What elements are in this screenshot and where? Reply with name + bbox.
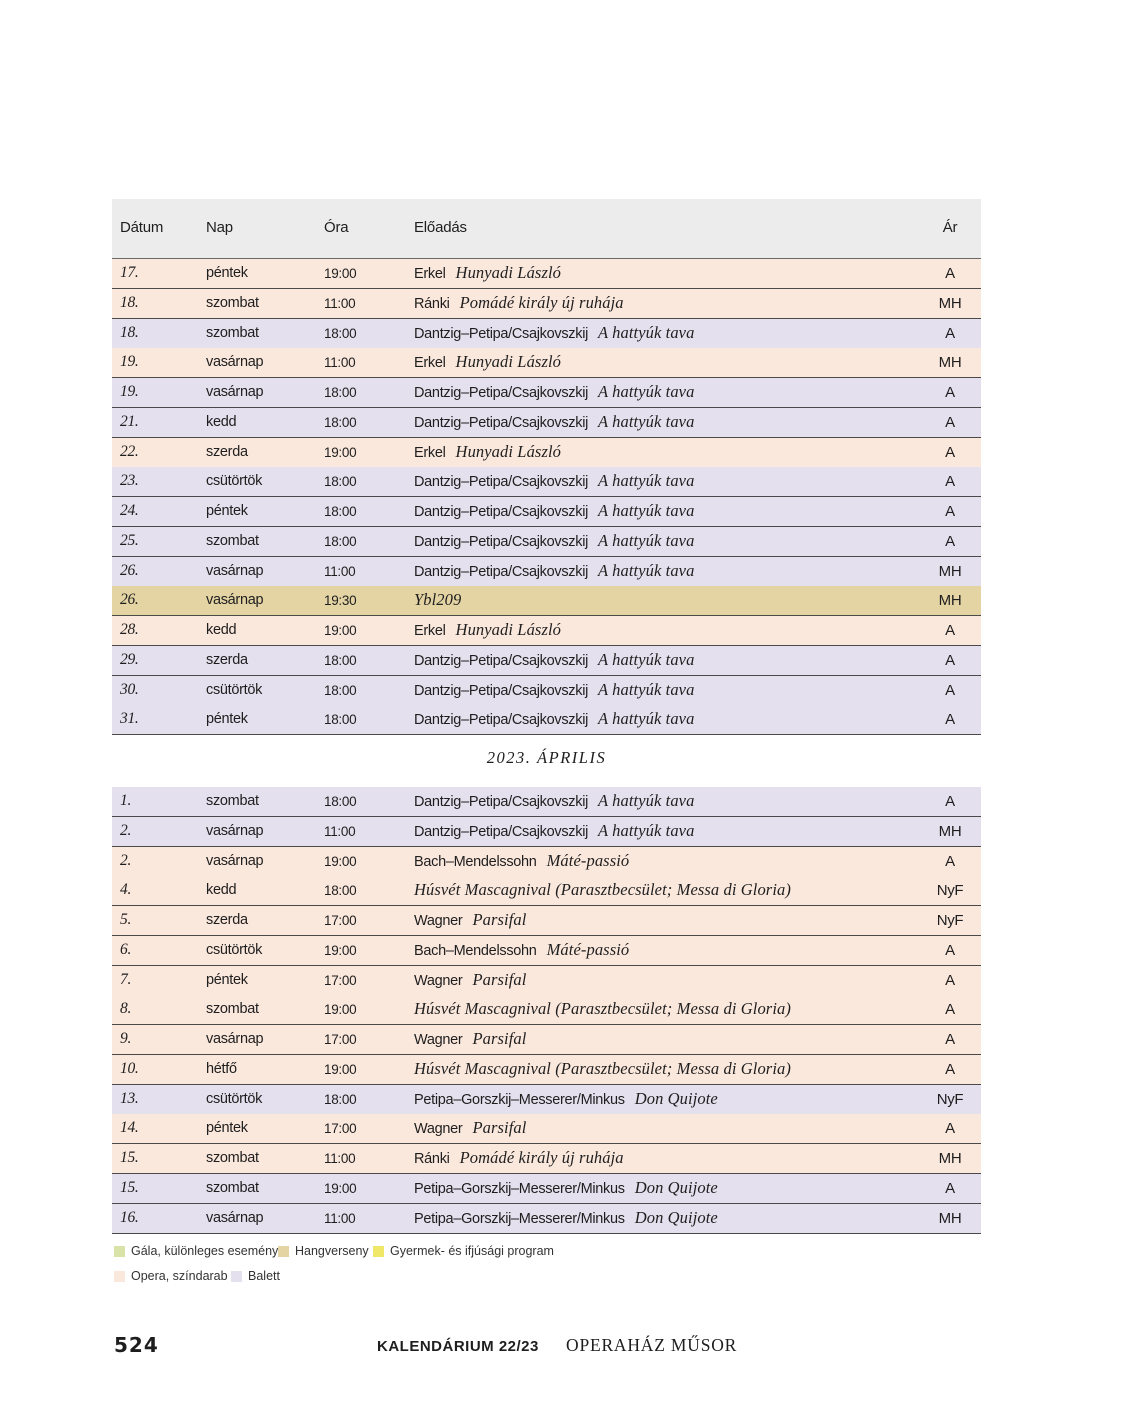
table-row [112, 1114, 981, 1144]
legend-swatch [373, 1246, 384, 1257]
table-row [112, 616, 981, 646]
row-performance [414, 1148, 624, 1168]
row-date: 4. [120, 881, 132, 899]
row-time: 18:00 [324, 325, 357, 341]
row-price: MH [938, 562, 962, 580]
row-performance [414, 263, 561, 283]
row-composer: Petipa–Gorszkij–Messerer/Minkus [414, 1091, 625, 1108]
row-work-title: Pomádé király új ruhája [459, 1148, 624, 1167]
table-row [112, 1025, 981, 1055]
row-day: szombat [206, 793, 259, 809]
row-performance [414, 293, 624, 313]
row-work-title: A hattyúk tava [598, 530, 695, 550]
header-performance: Előadás [414, 219, 467, 236]
row-composer: Dantzig–Petipa/Csajkovszkij [414, 823, 589, 840]
row-date: 18. [120, 293, 139, 311]
row-price: A [945, 413, 955, 431]
footer-calendar: KALENDÁRIUM 22/23 [377, 1338, 539, 1355]
row-time: 17:00 [324, 1032, 357, 1047]
table-row [112, 966, 981, 996]
row-price: MH [938, 354, 962, 372]
row-date: 5. [120, 911, 132, 928]
row-date: 8. [120, 1000, 132, 1018]
row-composer: Erkel [414, 623, 446, 639]
legend-label: Balett [248, 1269, 280, 1283]
row-time: 17:00 [324, 913, 357, 928]
row-time: 19:00 [324, 623, 357, 638]
table-row [112, 705, 981, 735]
row-performance [414, 709, 694, 729]
row-time: 19:00 [324, 266, 357, 281]
row-price: A [945, 1031, 955, 1048]
row-price: A [945, 1060, 955, 1078]
table-row [112, 995, 981, 1025]
row-time: 18:00 [324, 794, 357, 809]
row-price: A [945, 793, 955, 810]
row-date: 19. [120, 353, 139, 371]
row-time: 18:00 [324, 504, 357, 519]
row-composer: Wagner [414, 1032, 463, 1048]
row-performance [414, 382, 694, 402]
header-date: Dátum [120, 219, 164, 236]
row-price: A [945, 473, 955, 491]
row-price: A [945, 1179, 955, 1197]
row-price: A [945, 532, 955, 550]
row-day: szombat [206, 1150, 259, 1166]
row-performance [414, 501, 694, 521]
row-composer: Dantzig–Petipa/Csajkovszkij [414, 794, 589, 810]
row-work-title: A hattyúk tava [598, 382, 695, 401]
row-price: A [945, 681, 955, 699]
row-price: NyF [936, 1090, 964, 1108]
row-work-title: Parsifal [472, 910, 527, 929]
row-time: 19:00 [324, 1061, 357, 1077]
row-price: MH [938, 592, 962, 610]
row-day: péntek [206, 503, 248, 519]
row-time: 18:00 [324, 533, 357, 549]
row-performance [414, 791, 694, 811]
legend-swatch [278, 1246, 289, 1257]
row-work-title: Máté-passió [546, 939, 630, 959]
table-header [112, 199, 981, 259]
footer-program: OPERAHÁZ MŰSOR [566, 1335, 738, 1355]
row-time: 11:00 [324, 823, 356, 839]
table-row [112, 1204, 981, 1234]
row-date: 13. [120, 1089, 139, 1107]
row-day: szombat [206, 1179, 259, 1196]
row-day: vasárnap [206, 822, 264, 839]
row-work-title: A hattyúk tava [598, 709, 695, 729]
row-work-title: A hattyúk tava [598, 471, 695, 491]
table-row [112, 787, 981, 817]
row-composer: Bach–Mendelssohn [414, 853, 537, 870]
row-time: 11:00 [324, 355, 356, 371]
row-work-title: Parsifal [472, 969, 527, 989]
row-work-title: A hattyúk tava [598, 649, 695, 669]
row-work-title: A hattyúk tava [598, 791, 695, 810]
row-day: csütörtök [206, 473, 263, 490]
row-day: szerda [206, 912, 248, 928]
row-price: MH [938, 1150, 962, 1167]
row-performance [414, 1208, 718, 1228]
row-work-title: A hattyúk tava [598, 679, 695, 699]
row-date: 18. [120, 323, 139, 341]
row-date: 28. [120, 621, 139, 638]
row-composer: Dantzig–Petipa/Csajkovszkij [414, 652, 589, 669]
table-row [112, 1144, 981, 1174]
row-performance [414, 1178, 718, 1198]
row-performance [414, 880, 791, 900]
table-row [112, 557, 981, 587]
row-price: A [945, 443, 955, 461]
row-day: csütörtök [206, 1090, 263, 1107]
row-composer: Bach–Mendelssohn [414, 942, 537, 959]
table-row [112, 586, 981, 616]
row-date: 15. [120, 1149, 139, 1166]
row-price: A [945, 324, 955, 342]
row-performance [414, 531, 694, 551]
row-day: vasárnap [206, 1031, 264, 1047]
row-day: szerda [206, 443, 248, 460]
row-time: 18:00 [324, 385, 357, 400]
row-date: 21. [120, 412, 139, 430]
row-day: péntek [206, 711, 248, 728]
row-composer: Ránki [414, 295, 450, 312]
row-day: kedd [206, 413, 237, 430]
legend-label: Gyermek- és ifjúsági program [390, 1244, 554, 1258]
row-work-title: Máté-passió [546, 850, 630, 870]
row-composer: Wagner [414, 913, 463, 929]
table-row [112, 527, 981, 557]
row-price: MH [938, 294, 962, 312]
row-performance [414, 851, 629, 871]
row-composer: Dantzig–Petipa/Csajkovszkij [414, 474, 589, 491]
row-day: vasárnap [206, 592, 264, 609]
row-work-title: Parsifal [472, 1118, 527, 1138]
row-date: 17. [120, 264, 139, 281]
row-price: MH [938, 822, 962, 840]
row-day: kedd [206, 622, 237, 638]
row-time: 11:00 [324, 295, 356, 311]
row-day: vasárnap [206, 852, 264, 869]
table-row [112, 676, 981, 706]
row-composer: Dantzig–Petipa/Csajkovszkij [414, 533, 589, 550]
row-day: szombat [206, 294, 259, 311]
row-price: A [945, 384, 955, 401]
row-performance [414, 999, 791, 1019]
row-date: 6. [120, 940, 132, 958]
row-performance [414, 352, 561, 372]
header-price: Ár [942, 219, 958, 236]
row-day: vasárnap [206, 384, 264, 400]
row-work-title: Ybl209 [414, 590, 462, 610]
row-date: 24. [120, 502, 139, 519]
row-day: vasárnap [206, 1209, 264, 1226]
legend-label: Hangverseny [295, 1244, 369, 1258]
row-price: A [945, 651, 955, 669]
table-row [112, 289, 981, 319]
legend-swatch [114, 1271, 125, 1282]
table-row [112, 1085, 981, 1115]
row-day: vasárnap [206, 354, 264, 371]
row-date: 22. [120, 442, 139, 460]
row-performance [414, 680, 694, 700]
row-day: szombat [206, 1001, 259, 1018]
row-time: 19:00 [324, 1002, 357, 1018]
row-time: 11:00 [324, 1210, 356, 1226]
row-price: A [945, 622, 955, 639]
row-composer: Petipa–Gorszkij–Messerer/Minkus [414, 1210, 625, 1227]
row-work-title: A hattyúk tava [598, 560, 695, 580]
row-work-title: A hattyúk tava [598, 820, 695, 840]
row-time: 11:00 [324, 563, 356, 579]
row-date: 2. [120, 851, 132, 869]
row-composer: Erkel [414, 355, 446, 372]
row-time: 17:00 [324, 972, 357, 988]
page-number: 524 [114, 1333, 159, 1357]
row-date: 19. [120, 383, 139, 400]
row-composer: Dantzig–Petipa/Csajkovszkij [414, 325, 589, 342]
row-performance [414, 1029, 526, 1049]
row-time: 19:00 [324, 1180, 357, 1196]
table-row [112, 936, 981, 966]
row-time: 18:00 [324, 883, 357, 899]
row-performance [414, 590, 461, 610]
row-price: A [945, 503, 955, 520]
row-date: 23. [120, 472, 139, 490]
row-composer: Dantzig–Petipa/Csajkovszkij [414, 385, 589, 401]
row-composer: Dantzig–Petipa/Csajkovszkij [414, 563, 589, 580]
table-row [112, 319, 981, 349]
row-price: A [945, 1001, 955, 1019]
row-work-title: Hunyadi László [455, 263, 561, 282]
april-section-title: 2023. ÁPRILIS [486, 748, 607, 767]
table-row [112, 408, 981, 438]
row-work-title: Hunyadi László [455, 441, 561, 461]
row-day: péntek [206, 971, 248, 988]
header-day: Nap [206, 219, 233, 236]
row-price: NyF [936, 882, 964, 900]
row-time: 19:00 [324, 853, 357, 869]
row-day: kedd [206, 882, 237, 899]
table-row [112, 876, 981, 906]
row-date: 15. [120, 1178, 139, 1196]
row-date: 26. [120, 561, 139, 579]
row-time: 19:00 [324, 444, 357, 460]
table-row [112, 817, 981, 847]
row-work-title: Hunyadi László [455, 620, 561, 639]
row-time: 18:00 [324, 414, 357, 430]
row-work-title: Húsvét Mascagnival (Parasztbecsület; Messa di Gloria) [414, 1058, 791, 1078]
row-performance [414, 620, 561, 640]
row-composer: Petipa–Gorszkij–Messerer/Minkus [414, 1180, 625, 1197]
row-work-title: Don Quijote [634, 1177, 718, 1197]
row-date: 2. [120, 821, 132, 839]
table-row [112, 1174, 981, 1204]
row-performance [414, 1059, 791, 1079]
row-date: 1. [120, 792, 132, 809]
row-day: péntek [206, 1120, 248, 1137]
row-time: 17:00 [324, 1121, 357, 1137]
legend-label: Opera, színdarab [131, 1269, 228, 1283]
table-row [112, 467, 981, 497]
table-row [112, 906, 981, 936]
row-work-title: Húsvét Mascagnival (Parasztbecsület; Messa di Gloria) [414, 880, 791, 900]
row-date: 10. [120, 1059, 139, 1077]
row-time: 18:00 [324, 652, 357, 668]
row-composer: Wagner [414, 1121, 463, 1138]
row-time: 19:30 [324, 593, 357, 609]
row-date: 26. [120, 591, 139, 609]
row-composer: Dantzig–Petipa/Csajkovszkij [414, 682, 589, 699]
row-day: szerda [206, 651, 248, 668]
row-composer: Ránki [414, 1151, 450, 1167]
row-date: 29. [120, 650, 139, 668]
row-date: 31. [120, 710, 139, 728]
row-date: 7. [120, 970, 132, 988]
row-performance [414, 970, 526, 990]
row-day: csütörtök [206, 681, 263, 698]
row-performance [414, 821, 694, 841]
row-performance [414, 442, 561, 462]
row-composer: Erkel [414, 266, 446, 282]
table-row [112, 497, 981, 527]
table-row [112, 348, 981, 378]
row-time: 19:00 [324, 942, 357, 958]
row-performance [414, 412, 694, 432]
row-date: 14. [120, 1119, 139, 1137]
row-day: hétfő [206, 1060, 237, 1077]
row-composer: Dantzig–Petipa/Csajkovszkij [414, 504, 589, 520]
row-time: 18:00 [324, 712, 357, 728]
legend-swatch [114, 1246, 125, 1257]
row-work-title: Don Quijote [634, 1207, 718, 1227]
row-day: szombat [206, 532, 259, 549]
row-day: csütörtök [206, 941, 263, 958]
row-price: A [945, 265, 955, 282]
row-time: 11:00 [324, 1151, 356, 1166]
row-price: MH [938, 1209, 962, 1227]
row-performance [414, 471, 694, 491]
table-row [112, 438, 981, 468]
row-price: A [945, 852, 955, 870]
row-date: 9. [120, 1030, 132, 1047]
row-day: péntek [206, 265, 248, 281]
table-row [112, 259, 981, 289]
row-price: A [945, 711, 955, 729]
table-row [112, 847, 981, 877]
row-work-title: A hattyúk tava [598, 411, 695, 431]
row-work-title: Hunyadi László [455, 352, 561, 372]
row-date: 30. [120, 680, 139, 698]
row-performance [414, 561, 694, 581]
row-work-title: Húsvét Mascagnival (Parasztbecsület; Messa di Gloria) [414, 999, 791, 1019]
row-time: 18:00 [324, 682, 357, 698]
legend-label: Gála, különleges esemény [131, 1244, 279, 1258]
row-performance [414, 650, 694, 670]
row-price: A [945, 971, 955, 989]
row-date: 16. [120, 1208, 139, 1226]
row-date: 25. [120, 531, 139, 549]
row-performance [414, 910, 526, 930]
row-price: A [945, 1120, 955, 1138]
row-work-title: A hattyúk tava [598, 501, 695, 520]
row-performance [414, 1089, 718, 1109]
row-performance [414, 323, 694, 343]
header-time: Óra [324, 219, 349, 236]
row-performance [414, 940, 629, 960]
table-row [112, 1055, 981, 1085]
row-price: NyF [936, 912, 964, 929]
legend-swatch [231, 1271, 242, 1282]
row-time: 18:00 [324, 474, 357, 490]
table-row [112, 378, 981, 408]
row-work-title: Parsifal [472, 1029, 527, 1048]
row-composer: Erkel [414, 444, 446, 461]
row-work-title: A hattyúk tava [598, 322, 695, 342]
row-work-title: Don Quijote [634, 1088, 718, 1108]
row-day: vasárnap [206, 562, 264, 579]
row-time: 18:00 [324, 1091, 357, 1107]
row-composer: Dantzig–Petipa/Csajkovszkij [414, 414, 589, 431]
table-row [112, 646, 981, 676]
row-day: szombat [206, 324, 259, 341]
row-work-title: Pomádé király új ruhája [459, 292, 624, 312]
row-composer: Wagner [414, 972, 463, 989]
row-composer: Dantzig–Petipa/Csajkovszkij [414, 712, 589, 729]
row-price: A [945, 941, 955, 959]
row-performance [414, 1118, 526, 1138]
